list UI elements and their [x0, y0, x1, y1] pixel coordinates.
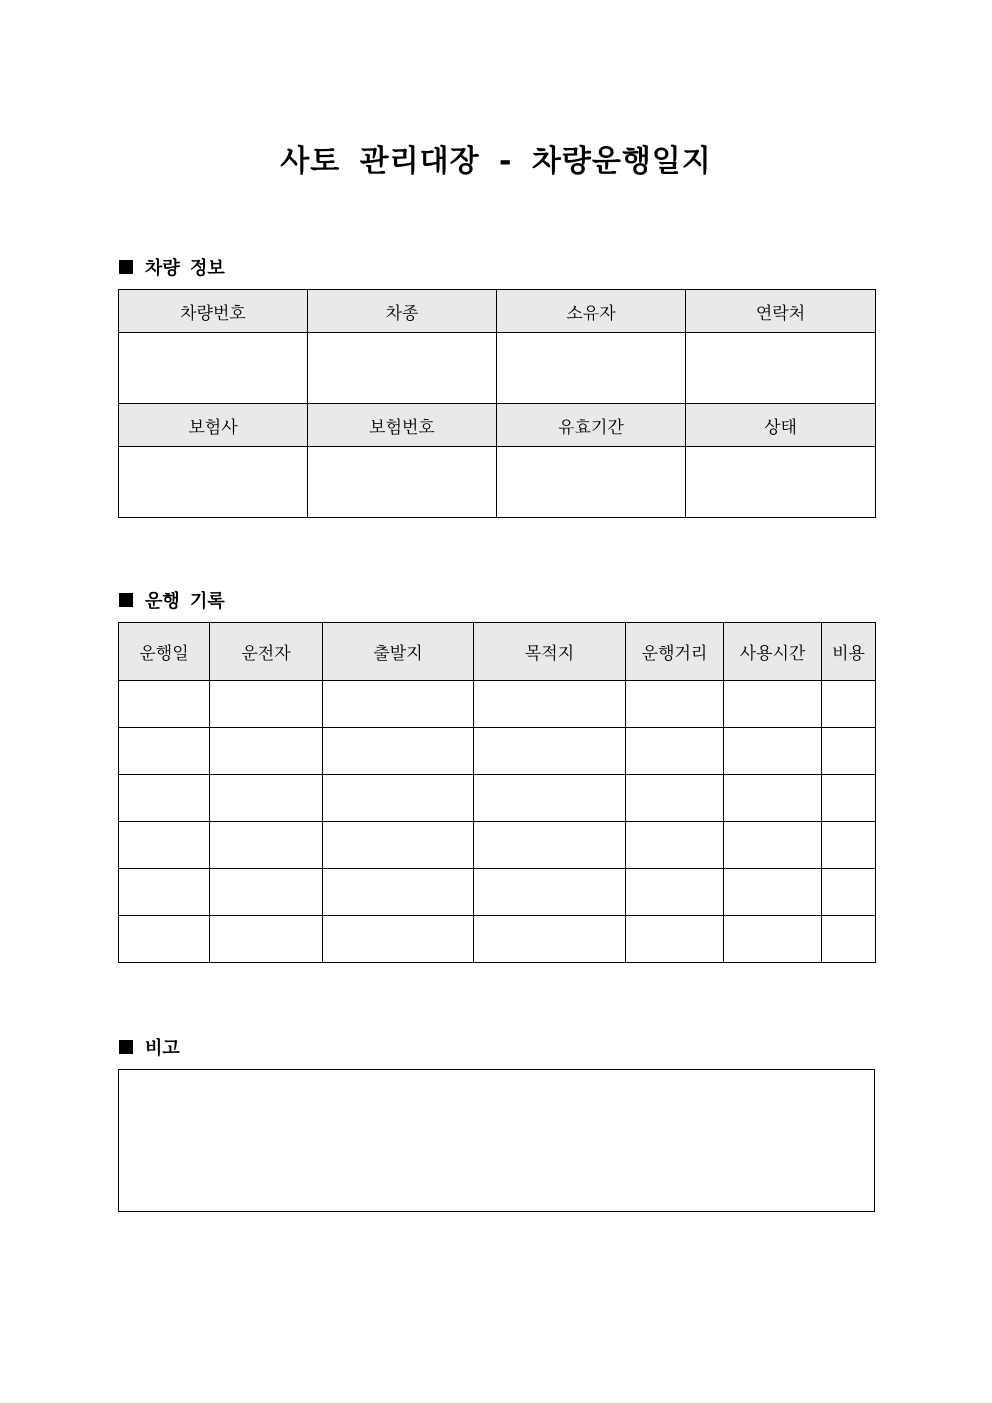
table-row: [119, 681, 876, 728]
date-cell[interactable]: [119, 775, 210, 822]
header-policy-number: 보험번호: [308, 404, 497, 447]
usage-time-cell[interactable]: [724, 869, 822, 916]
usage-time-cell[interactable]: [724, 916, 822, 963]
table-row: [119, 775, 876, 822]
driver-cell[interactable]: [210, 869, 323, 916]
header-contact: 연락처: [686, 290, 876, 333]
usage-time-cell[interactable]: [724, 822, 822, 869]
distance-cell[interactable]: [626, 775, 724, 822]
driver-cell[interactable]: [210, 916, 323, 963]
section-label: 운행 기록: [145, 591, 225, 612]
table-header-row: [119, 623, 876, 681]
departure-cell[interactable]: [323, 822, 474, 869]
date-cell[interactable]: [119, 869, 210, 916]
section-label: 차량 정보: [145, 258, 225, 279]
header-vehicle-type: 차종: [308, 290, 497, 333]
cost-cell[interactable]: [822, 775, 876, 822]
date-cell[interactable]: [119, 822, 210, 869]
cost-cell[interactable]: [822, 681, 876, 728]
table-header-row: [119, 404, 876, 447]
usage-time-cell[interactable]: [724, 775, 822, 822]
header-owner: 소유자: [497, 290, 686, 333]
destination-cell[interactable]: [474, 681, 626, 728]
departure-cell[interactable]: [323, 681, 474, 728]
insurer-field[interactable]: [119, 447, 308, 518]
header-departure: 출발지: [323, 623, 474, 681]
vehicle-info-table: [118, 289, 876, 518]
header-vehicle-number: 차량번호: [119, 290, 308, 333]
header-destination: 목적지: [474, 623, 626, 681]
contact-field[interactable]: [686, 333, 876, 404]
table-row: [119, 333, 876, 404]
square-bullet-icon: [119, 1040, 133, 1054]
distance-cell[interactable]: [626, 681, 724, 728]
cost-cell[interactable]: [822, 869, 876, 916]
cost-cell[interactable]: [822, 822, 876, 869]
vehicle-type-field[interactable]: [308, 333, 497, 404]
driver-cell[interactable]: [210, 728, 323, 775]
date-cell[interactable]: [119, 916, 210, 963]
destination-cell[interactable]: [474, 869, 626, 916]
table-row: [119, 728, 876, 775]
header-validity-period: 유효기간: [497, 404, 686, 447]
section-heading-vehicle-info: [119, 254, 225, 280]
cost-cell[interactable]: [822, 916, 876, 963]
section-label: 비고: [145, 1038, 180, 1059]
header-insurer: 보험사: [119, 404, 308, 447]
departure-cell[interactable]: [323, 869, 474, 916]
table-row: [119, 447, 876, 518]
vehicle-number-field[interactable]: [119, 333, 308, 404]
driver-cell[interactable]: [210, 822, 323, 869]
square-bullet-icon: [119, 593, 133, 607]
header-driver: 운전자: [210, 623, 323, 681]
policy-number-field[interactable]: [308, 447, 497, 518]
date-cell[interactable]: [119, 681, 210, 728]
cost-cell[interactable]: [822, 728, 876, 775]
table-row: [119, 822, 876, 869]
departure-cell[interactable]: [323, 728, 474, 775]
date-cell[interactable]: [119, 728, 210, 775]
header-usage-time: 사용시간: [724, 623, 822, 681]
header-date: 운행일: [119, 623, 210, 681]
table-row: [119, 869, 876, 916]
table-header-row: [119, 290, 876, 333]
usage-time-cell[interactable]: [724, 728, 822, 775]
square-bullet-icon: [119, 260, 133, 274]
departure-cell[interactable]: [323, 916, 474, 963]
destination-cell[interactable]: [474, 822, 626, 869]
page-title: 사토 관리대장 - 차량운행일지: [280, 144, 712, 179]
distance-cell[interactable]: [626, 916, 724, 963]
owner-field[interactable]: [497, 333, 686, 404]
section-heading-remarks: [119, 1034, 180, 1060]
validity-period-field[interactable]: [497, 447, 686, 518]
destination-cell[interactable]: [474, 916, 626, 963]
departure-cell[interactable]: [323, 775, 474, 822]
header-cost: 비용: [822, 623, 876, 681]
table-row: [119, 916, 876, 963]
usage-time-cell[interactable]: [724, 681, 822, 728]
header-status: 상태: [686, 404, 876, 447]
remarks-field[interactable]: [118, 1069, 875, 1212]
destination-cell[interactable]: [474, 728, 626, 775]
operation-log-table: [118, 622, 876, 963]
distance-cell[interactable]: [626, 869, 724, 916]
distance-cell[interactable]: [626, 728, 724, 775]
distance-cell[interactable]: [626, 822, 724, 869]
operation-log-body: [119, 681, 876, 963]
header-distance: 운행거리: [626, 623, 724, 681]
driver-cell[interactable]: [210, 681, 323, 728]
destination-cell[interactable]: [474, 775, 626, 822]
section-heading-operation-log: [119, 587, 225, 613]
driver-cell[interactable]: [210, 775, 323, 822]
status-field[interactable]: [686, 447, 876, 518]
